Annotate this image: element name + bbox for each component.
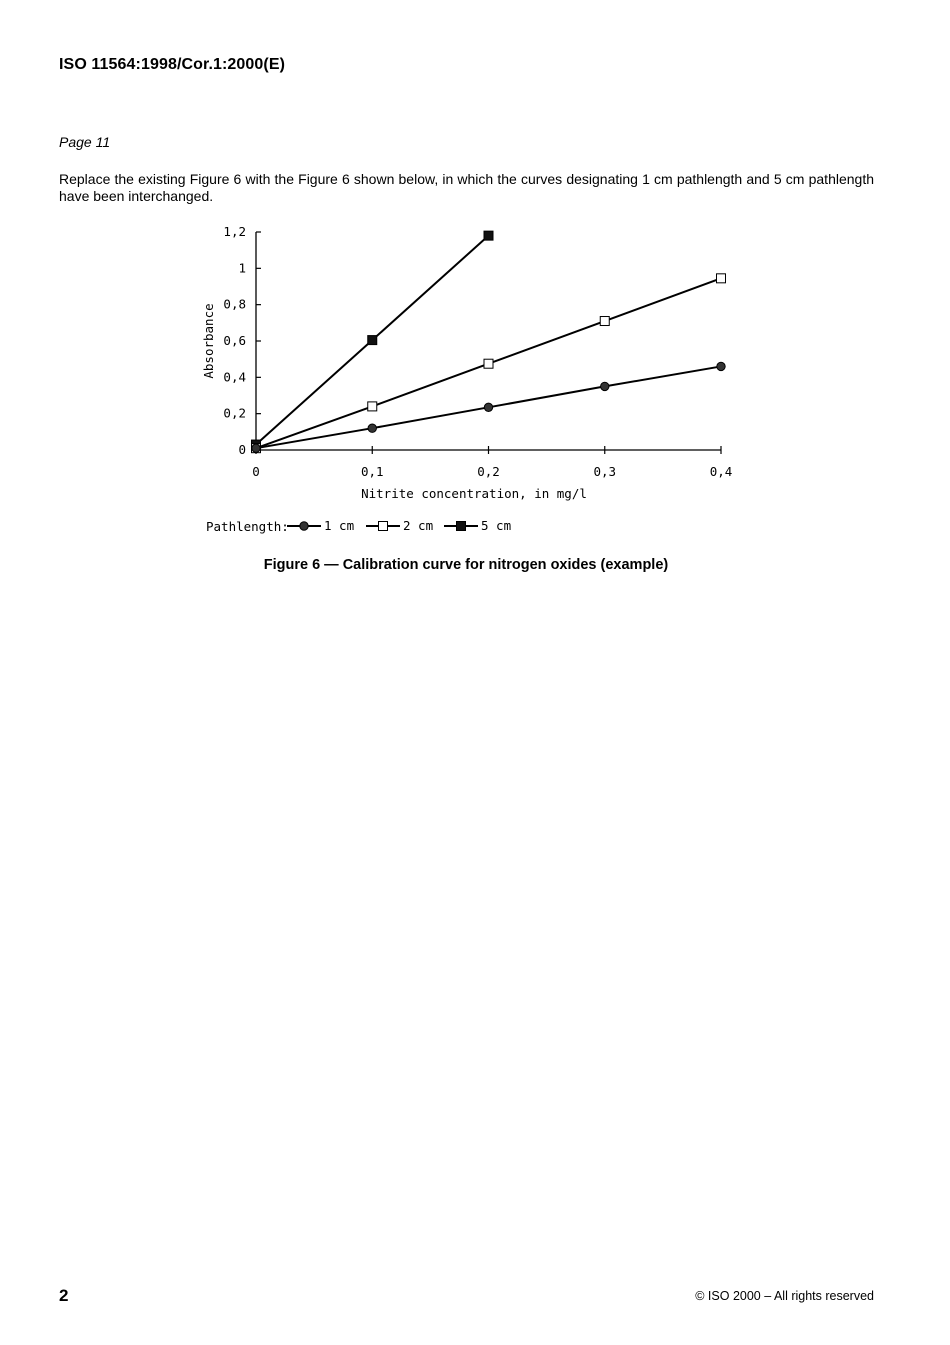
y-tick-label: 0,8 [223, 296, 246, 312]
y-axis-label: Absorbance [201, 303, 216, 379]
data-point [368, 336, 377, 345]
figure-caption: Figure 6 — Calibration curve for nitrogen oxides (example) [263, 557, 669, 573]
copyright-notice: © ISO 2000 – All rights reserved [695, 1289, 874, 1303]
x-tick-label: 0,3 [593, 464, 617, 479]
data-point [484, 359, 493, 368]
x-ticks [252, 446, 732, 479]
legend-label: 5 cm [481, 518, 512, 533]
series-2cm [252, 274, 726, 453]
legend-marker [457, 522, 466, 531]
legend-entry [287, 518, 354, 533]
body-paragraph: Replace the existing Figure 6 with the Figure 6 shown below, in which the curves designating 1 cm pathlength and 5 cm pathlength have been interchanged. [59, 171, 874, 204]
data-point [601, 382, 609, 390]
y-tick-label: 0,2 [223, 405, 246, 421]
legend-marker [300, 522, 308, 530]
legend-entry [444, 518, 511, 533]
x-axis-label: Nitrite concentration, in mg/l [361, 486, 587, 501]
data-point [368, 402, 377, 411]
y-tick-label: 1,2 [223, 224, 246, 239]
y-tick-label: 1 [238, 260, 246, 276]
page-number: 2 [59, 1286, 69, 1305]
x-tick-label: 0,2 [477, 464, 500, 479]
calibration-chart [0, 0, 950, 600]
x-tick-label: 0,1 [360, 464, 384, 479]
legend [206, 518, 511, 534]
x-tick-label: 0 [252, 464, 260, 479]
series-5cm [252, 231, 494, 449]
data-point [717, 362, 725, 370]
data-point [600, 317, 609, 326]
series-group [252, 231, 726, 453]
legend-label: 1 cm [324, 518, 355, 533]
legend-marker [379, 522, 388, 531]
y-tick-label: 0,6 [223, 333, 246, 348]
document-header: ISO 11564:1998/Cor.1:2000(E) [59, 56, 286, 73]
x-tick-label: 0,4 [709, 464, 733, 479]
legend-label: 2 cm [403, 518, 434, 533]
series-1cm [252, 362, 725, 452]
legend-entry [366, 518, 433, 533]
data-point [484, 231, 493, 240]
page-reference: Page 11 [59, 134, 111, 150]
data-point [484, 403, 492, 411]
legend-title: Pathlength: [206, 519, 289, 534]
axes [256, 232, 721, 450]
data-point [252, 444, 260, 452]
y-tick-label: 0 [238, 442, 246, 457]
data-point [717, 274, 726, 283]
y-tick-label: 0,4 [223, 369, 246, 385]
data-point [368, 424, 376, 432]
